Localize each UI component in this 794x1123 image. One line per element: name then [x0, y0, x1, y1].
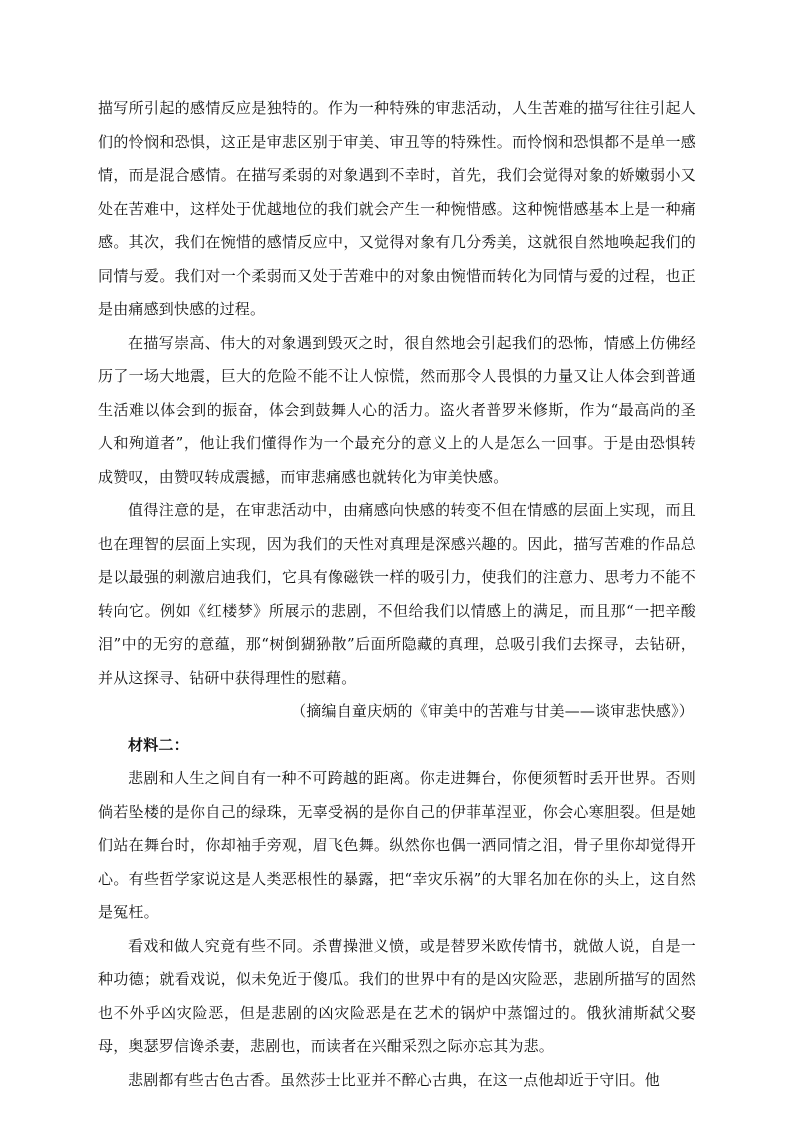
paragraph-1: 描写所引起的感情反应是独特的。作为一种特殊的审悲活动，人生苦难的描写往往引起人们的怜悯和恐惧，这正是审悲区别于审美、审丑等的特殊性。而怜悯和恐惧都不是单一感情，而是混合感情。在描写柔弱的对象遇到不幸时，首先，我们会觉得对象的娇嫩弱小又处在苦难中，这样处于优越地位的我们就会产生一种惋惜感。这种惋惜感基本上是一种痛感。其次，我们在惋惜的感情反应中，又觉得对象有几分秀美，这就很自然地唤起我们的同情与爱。我们对一个柔弱而又处于苦难中的对象由惋惜而转化为同情与爱的过程，也正是由痛感到快感的过程。 — [98, 99, 696, 318]
material-2-paragraph-3: 悲剧都有些古色古香。虽然莎士比亚并不醉心古典，在这一点他却近于守旧。他 — [128, 1070, 661, 1089]
paragraph-3: 值得注意的是，在审悲活动中，由痛感向快感的转变不但在情感的层面上实现，而且也在理智的层面上实现，因为我们的天性对真理是深感兴趣的。因此，描写苦难的作品总是以最强的刺激启迪我们，它具有像磁铁一样的吸引力，使我们的注意力、思考力不能不转向它。例如《红楼梦》所展示的悲剧，不但给我们以情感上的满足，而且那“一把辛酸泪”中的无穷的意蕴，那“树倒猢狲散”后面所隐藏的真理，总吸引我们去探寻，去钻研，并从这探寻、钻研中获得理性的慰藉。 — [98, 501, 696, 687]
material-2-paragraph-2: 看戏和做人究竟有些不同。杀曹操泄义愤，或是替罗米欧传情书，就做人说，自是一种功德；就看戏说，似未免近于傻瓜。我们的世界中有的是凶灾险恶，悲剧所描写的固然也不外乎凶灾险恶，但是悲剧的凶灾险恶是在艺术的锅炉中蒸馏过的。俄狄浦斯弑父娶母，奥瑟罗信谗杀妻，悲剧也，而读者在兴酣采烈之际亦忘其为悲。 — [98, 936, 696, 1055]
document-page — [98, 92, 696, 1097]
paragraph-2: 在描写崇高、伟大的对象遇到毁灭之时，很自然地会引起我们的恐怖，情感上仿佛经历了一场大地震，巨大的危险不能不让人惊慌，然而那令人畏惧的力量又让人体会到普通生活难以体会到的振奋，体会到鼓舞人心的活力。盗火者普罗米修斯，作为“最高尚的圣人和殉道者”，他让我们懂得作为一个最充分的意义上的人是怎么一回事。于是由恐惧转成赞叹，由赞叹转成震撼，而审悲痛感也就转化为审美快感。 — [98, 333, 696, 486]
material-2-heading: 材料二： — [128, 735, 189, 754]
source-citation: （摘编自童庆炳的《审美中的苦难与甘美——谈审悲快感》） — [291, 702, 694, 720]
material-2-paragraph-1: 悲剧和人生之间自有一种不可跨越的距离。你走进舞台，你便须暂时丢开世界。否则倘若坠楼的是你自己的绿珠，无辜受祸的是你自己的伊菲革涅亚，你会心寒胆裂。但是她们站在舞台时，你却袖手旁观，眉飞色舞。纵然你也偶一洒同情之泪，骨子里你却觉得开心。有些哲学家说这是人类恶根性的暴露，把“幸灾乐祸”的大罪名加在你的头上，这自然是冤枉。 — [98, 769, 696, 921]
